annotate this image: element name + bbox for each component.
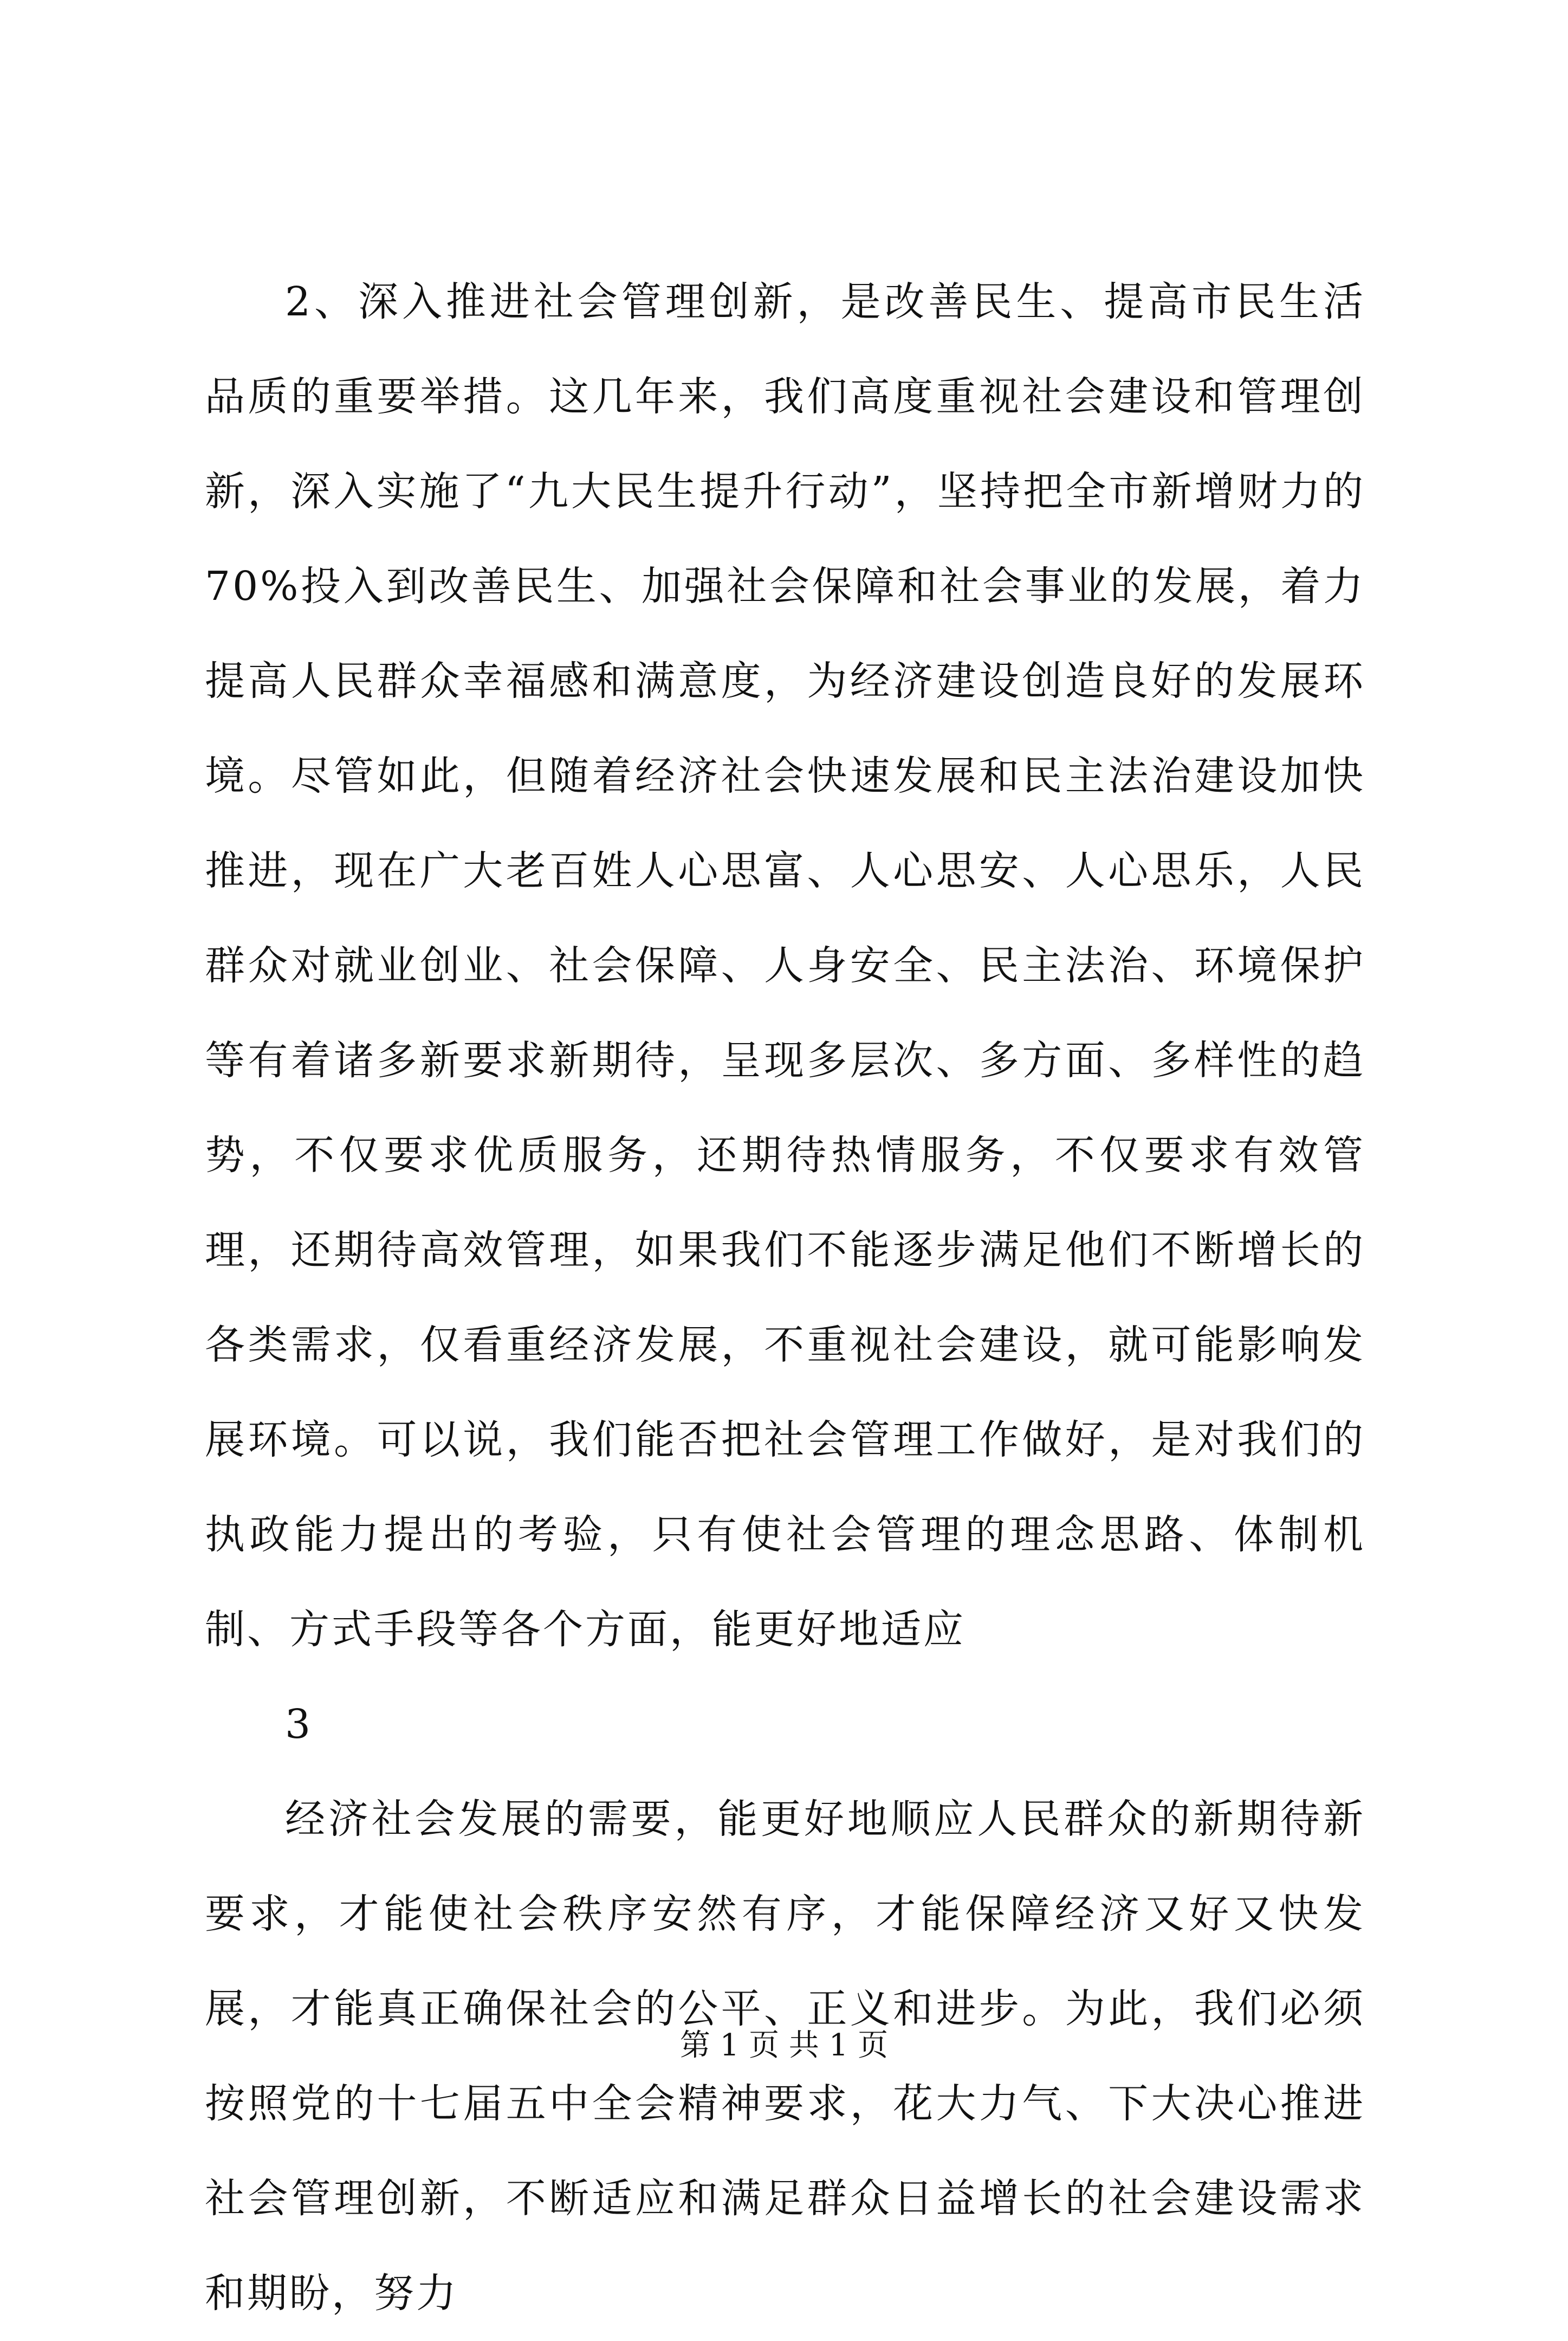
paragraph-social-management: 2、深入推进社会管理创新，是改善民生、提高市民生活品质的重要举措。这几年来，我们高度重视社会建设和管理创新，深入实施了“九大民生提升行动”，坚持把全市新增财力的70%投入到改善民生、加强社会保障和社会事业的发展，着力提高人民群众幸福感和满意度，为经济建设创造良好的发展环境。尽管如此，但随着经济社会快速发展和民主法治建设加快推进，现在广大老百姓人心思富、人心思安、人心思乐，人民群众对就业创业、社会保障、人身安全、民主法治、环境保护等有着诸多新要求新期待，呈现多层次、多方面、多样性的趋势，不仅要求优质服务，还期待热情服务，不仅要求有效管理，还期待高效管理，如果我们不能逐步满足他们不断增长的各类需求，仅看重经济发展，不重视社会建设，就可能影响发展环境。可以说，我们能否把社会管理工作做好，是对我们的执政能力提出的考验，只有使社会管理的理念思路、体制机制、方式手段等各个方面，能更好地适应 [205,279,1365,1653]
page-footer: 第 1 页 共 1 页 [679,2028,889,2063]
inline-page-number: 3 [285,1701,311,1748]
paragraph-continuation: 经济社会发展的需要，能更好地顺应人民群众的新期待新要求，才能使社会秩序安然有序，才能保障经济又好又快发展，才能真正确保社会的公平、正义和进步。为此，我们必须按照党的十七届五中全会精神要求，花大力气、下大决心推进社会管理创新，不断适应和满足群众日益增长的社会建设需求和期盼，努力 [205,1796,1365,2317]
